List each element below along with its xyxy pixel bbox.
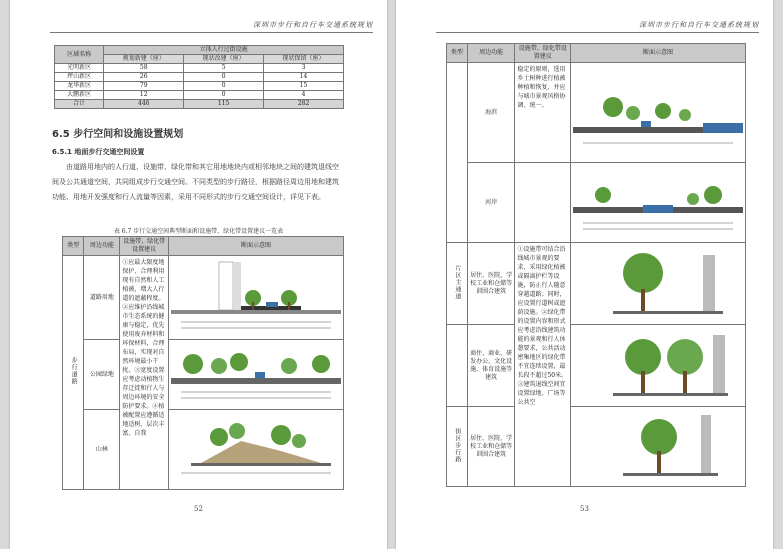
- suggestion-cell: ①应最大限度地保护、合理利用现有自然和人工植被，增大人行道的遮蔽程度。②应维护沿线城市生态系统的健康与稳定，优先使用废弃材料和环保材料，合理布局，实现对自然环境最小干扰。③宽度设置应考虑动植物生存迁徙和行人与周边环境的安全防护要求。④植被配置应遵循适地适树、层次丰富、自我: [120, 256, 169, 490]
- total-row: [55, 100, 344, 109]
- func-cell: 海滨: [467, 63, 515, 163]
- header-rule: [50, 32, 373, 33]
- col-suggest: 设施带、绿化带设置建议: [515, 44, 571, 63]
- cell: 4: [264, 91, 344, 100]
- suggestion-cell: 稳定的原则，选用乡土树种进行植被种植和恢复，并应与城市景观风格协调、统一。: [515, 63, 571, 163]
- col-func: 周边功能: [84, 237, 120, 256]
- left-page: [10, 0, 387, 549]
- cell: 龙华新区: [55, 82, 104, 91]
- table-row: [447, 325, 746, 407]
- col-group: 立体人行过街设施: [104, 46, 344, 55]
- col-suggest: 设施带、绿化带设置建议: [120, 237, 169, 256]
- cell: 光明新区: [55, 64, 104, 73]
- func-cell: 商住、商业、研发办公、文化设施、体育设施等建筑: [467, 325, 515, 407]
- table-row: [55, 64, 344, 73]
- col-type: 类型: [447, 44, 468, 63]
- suggestion-cell: ①设施带可结合沿线城市景观的要求，采用绿化植被或隔离护栏等设施，防止行人随意穿越道路；同时，应设置行道树或遮荫设施。②绿化带的设置内容和形式应考虑沿线建筑功能的景观和行人休憩要求，公共活动密集地区的绿化带不宜连续设置，最长段不超过50米。③建筑退线空间宜设置绿地、广场等公共空: [515, 243, 571, 487]
- cell: 12: [104, 91, 184, 100]
- func-cell: 居住、医院、学校工业和仓储等训围合建筑: [467, 243, 515, 325]
- running-header: 深圳市步行和自行车交通系统规划: [639, 21, 759, 29]
- cell: 0: [184, 73, 264, 82]
- col-keep: 现状保留（座）: [264, 55, 344, 64]
- cell: 58: [104, 64, 184, 73]
- cell: 大鹏新区: [55, 91, 104, 100]
- cell: 5: [184, 64, 264, 73]
- cross-section-table-right: [446, 43, 746, 487]
- cell: 14: [264, 73, 344, 82]
- cell: 合计: [55, 100, 104, 109]
- cell: 0: [184, 91, 264, 100]
- category-label: 步行道路: [70, 357, 78, 385]
- func-cell: 河岸: [467, 163, 515, 243]
- cell: 282: [264, 100, 344, 109]
- page-number: 53: [580, 505, 589, 513]
- section-diagram-road: [169, 256, 344, 340]
- cell: 坪山新区: [55, 73, 104, 82]
- section-diagram-coast: [571, 63, 746, 163]
- table-row: [63, 410, 344, 490]
- table-row: [447, 243, 746, 325]
- col-func: 周边功能: [467, 44, 515, 63]
- type-label: 街区步行路: [453, 427, 461, 463]
- col-rebuild: 现状改建（座）: [184, 55, 264, 64]
- table-caption: 表 6.7 步行交通空间典型断面和设施带、绿化带设置建议一览表: [113, 228, 284, 235]
- col-region: 区域名称: [55, 46, 104, 64]
- table-row: [447, 407, 746, 487]
- table-row: [55, 91, 344, 100]
- table-row: [63, 256, 344, 340]
- type-label: 片区主通道: [453, 264, 461, 300]
- section-diagram-park: [169, 340, 344, 410]
- section-diagram-commercial: [571, 325, 746, 407]
- running-header: 深圳市步行和自行车交通系统规划: [253, 21, 373, 29]
- cell: 0: [184, 82, 264, 91]
- cell: 15: [264, 82, 344, 91]
- subsection-title: 6.5.1 地面步行交通空间设置: [52, 148, 145, 156]
- section-diagram-forest: [169, 410, 344, 490]
- right-page: [396, 0, 773, 549]
- table-row: [55, 82, 344, 91]
- table-row: [447, 163, 746, 243]
- section-diagram-main-corridor: [571, 243, 746, 325]
- func-cell: 山林: [84, 410, 120, 490]
- func-cell: 居住、医院、学校工业和仓储等训围合建筑: [467, 407, 515, 487]
- table-row: [63, 340, 344, 410]
- cross-section-table-left: [62, 236, 344, 490]
- col-diagram: 断面示意图: [169, 237, 344, 256]
- section-diagram-street: [571, 407, 746, 487]
- page-number: 52: [194, 505, 203, 513]
- section-diagram-river: [571, 163, 746, 243]
- header-rule: [436, 32, 759, 33]
- cell: 3: [264, 64, 344, 73]
- col-type: 类型: [63, 237, 84, 256]
- facility-count-table: [54, 45, 344, 109]
- table-row: [447, 63, 746, 163]
- table-row: [55, 73, 344, 82]
- cell: 79: [104, 82, 184, 91]
- cell: 115: [184, 100, 264, 109]
- body-paragraph: 由道路用地内的人行道、设施带、绿化带和其它用地地块内或相邻地块之间的建筑退线空间及公共通道空间，共同组成步行交通空间。不同类型的步行路径，根据路径周边用地和建筑功能、用地开发强度和行人流量等因素，采用不同形式的步行交通空间设计，详见下表。: [52, 163, 339, 201]
- cell: 26: [104, 73, 184, 82]
- cell: 446: [104, 100, 184, 109]
- col-diagram: 断面示意图: [571, 44, 746, 63]
- section-title: 6.5 步行空间和设施设置规划: [52, 129, 184, 140]
- func-cell: 公园绿地: [84, 340, 120, 410]
- func-cell: 道路用地: [84, 256, 120, 340]
- col-new: 规划新建（座）: [104, 55, 184, 64]
